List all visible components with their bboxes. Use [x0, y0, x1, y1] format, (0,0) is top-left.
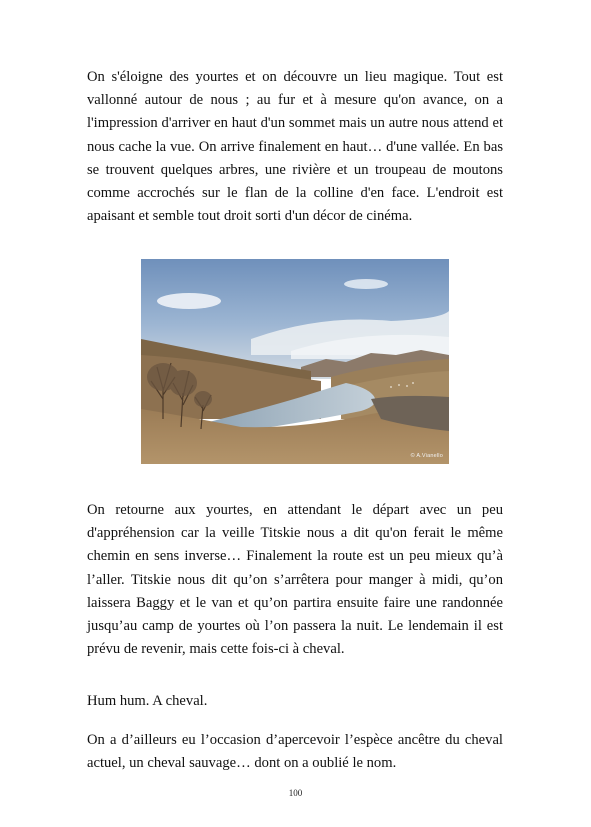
paragraph-valley: On s'éloigne des yourtes et on découvre un lieu magique. Tout est vallonné autour de nous ; au fur et à mesure qu'on avance, on a l'impression d'arriver en haut d'un sommet mais un autre nous attend et nous cache la vue. On arrive finalement en haut… d'une vallée. En bas se trouvent quelques arbres, une rivière et un troupeau de moutons comme accrochés sur le flan de la colline d'en face. L'endroit est apaisant et semble tout droit sorti d'un décor de cinéma.: [87, 69, 503, 225]
paragraph-return-to-yurts: On retourne aux yourtes, en attendant le départ avec un peu d'appréhension car la veille Titskie nous a dit qu'on ferait le même chemin en sens inverse… Finalement la route est un peu mieux qu’à l’aller. Titskie nous dit qu’on s’arrêtera pour manger à midi, qu’on laissera Baggy et le van et qu’on partira ensuite faire une randonnée jusqu’au camp de yourtes où l’on passera la nuit. Le lendemain il est prévu de revenir, mais cette fois-ci à cheval.: [87, 502, 503, 658]
photo-credit: © A.Vianello: [410, 453, 443, 459]
page-number: 100: [288, 788, 303, 798]
paragraph-hum-hum: Hum hum. A cheval.: [87, 693, 208, 709]
valley-landscape-image: [141, 259, 449, 464]
valley-photo: [141, 259, 449, 464]
paragraph-wild-horse: On a d’ailleurs eu l’occasion d’apercevoir l’espèce ancêtre du cheval actuel, un cheval sauvage… dont on a oublié le nom.: [87, 732, 503, 772]
